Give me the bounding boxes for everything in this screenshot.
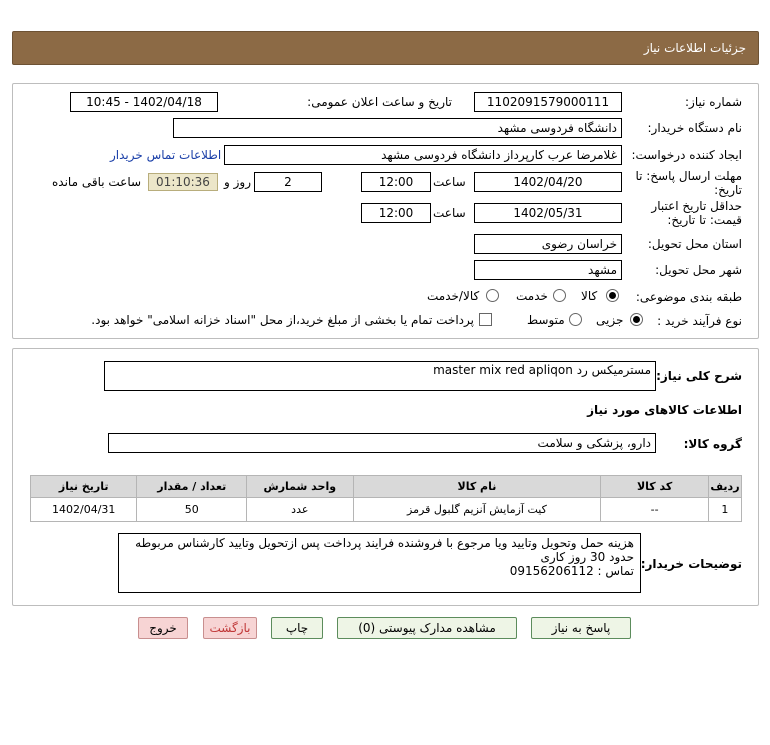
cell-row: 1 [708,498,741,522]
process-radio-partial[interactable] [630,313,643,326]
contact-buyer-link[interactable]: اطلاعات تماس خریدار [110,148,222,162]
exit-button[interactable]: خروج [138,617,188,639]
col-date: تاریخ نیاز [31,476,137,498]
cell-unit: عدد [247,498,353,522]
province-field: خراسان رضوی [474,234,622,254]
goods-group-field: دارو، پزشکی و سلامت [108,433,656,453]
col-row: ردیف [708,476,741,498]
buyer-notes-label: توضیحات خریدار: [640,557,742,571]
cell-qty: 50 [137,498,247,522]
goods-table [30,475,742,522]
remaining-timer: 01:10:36 [148,173,218,191]
city-field: مشهد [474,260,622,280]
process-label: نوع فرآیند خرید : [657,314,742,328]
attachments-button[interactable]: مشاهده مدارک پیوستی (0) [337,617,517,639]
print-button[interactable]: چاپ [271,617,323,639]
validity-time-label: ساعت [433,206,466,220]
reply-button[interactable]: پاسخ به نیاز [531,617,631,639]
col-code: کد کالا [601,476,708,498]
category-radio-goods-service[interactable] [486,289,499,302]
deadline-label-2: تاریخ: [714,183,742,197]
summary-label: شرح کلی نیاز: [656,369,742,383]
process-option-partial: جزیی [596,313,624,327]
summary-field [104,361,656,391]
goods-info-title: اطلاعات کالاهای مورد نیاز [587,403,742,417]
need-number-label: شماره نیاز: [685,95,742,109]
buyer-notes-line-2: حدود 30 روز کاری [540,550,634,564]
process-radio-medium[interactable] [569,313,582,326]
validity-label-2: قیمت: تا تاریخ: [667,213,742,227]
days-field: 2 [254,172,322,192]
category-option-goods: کالا [581,289,598,303]
col-name: نام کالا [353,476,601,498]
requester-field: غلامرضا عرب کارپرداز دانشگاه فردوسی مشهد [224,145,622,165]
col-qty: تعداد / مقدار [137,476,247,498]
buyer-notes-line-1: هزینه حمل وتحویل وتایید ویا مرجوع با فروشنده فرایند پرداخت پس ازتحویل وتایید کارشناس مربوطه [135,536,634,550]
city-label: شهر محل تحویل: [655,263,742,277]
category-radio-service[interactable] [553,289,566,302]
table-row [31,498,742,522]
summary-text: مسترمیکس رد master mix red apliqon [433,363,651,377]
category-option-goods-service: کالا/خدمت [427,289,480,303]
buyer-notes-line-3: تماس : 09156206112 [509,564,634,578]
requester-label: ایجاد کننده درخواست: [631,148,742,162]
col-unit: واحد شمارش [247,476,353,498]
announce-field: 1402/04/18 - 10:45 [70,92,218,112]
cell-date: 1402/04/31 [31,498,137,522]
buyer-org-label: نام دستگاه خریدار: [647,121,742,135]
treasury-checkbox[interactable] [479,313,492,326]
need-number-field: 1102091579000111 [474,92,622,112]
goods-group-label: گروه کالا: [683,437,742,451]
buyer-org-field: دانشگاه فردوسی مشهد [173,118,622,138]
buyer-notes-box [118,533,641,593]
table-header-row [31,476,742,498]
validity-label-1: حداقل تاریخ اعتبار [651,199,742,213]
validity-time-field: 12:00 [361,203,431,223]
deadline-label-1: مهلت ارسال پاسخ: تا [635,169,742,183]
announce-label: تاریخ و ساعت اعلان عمومی: [307,95,452,109]
category-label: طبقه بندی موضوعی: [635,290,742,304]
category-radio-goods[interactable] [606,289,619,302]
back-button[interactable]: بازگشت [203,617,257,639]
cell-code: -- [601,498,708,522]
deadline-time-field: 12:00 [361,172,431,192]
deadline-date-field: 1402/04/20 [474,172,622,192]
process-option-medium: متوسط [527,313,565,327]
page-header [12,31,759,65]
remaining-label: ساعت باقی مانده [52,175,142,189]
days-label: روز و [224,175,251,189]
validity-date-field: 1402/05/31 [474,203,622,223]
cell-name: کیت آزمایش آنزیم گلبول قرمز [353,498,601,522]
page-title: جزئیات اطلاعات نیاز [643,41,746,55]
payment-note: پرداخت تمام یا بخشی از مبلغ خرید،از محل "اسناد خزانه اسلامی" خواهد بود. [91,313,474,327]
category-option-service: خدمت [516,289,548,303]
province-label: استان محل تحویل: [647,237,742,251]
deadline-time-label: ساعت [433,175,466,189]
